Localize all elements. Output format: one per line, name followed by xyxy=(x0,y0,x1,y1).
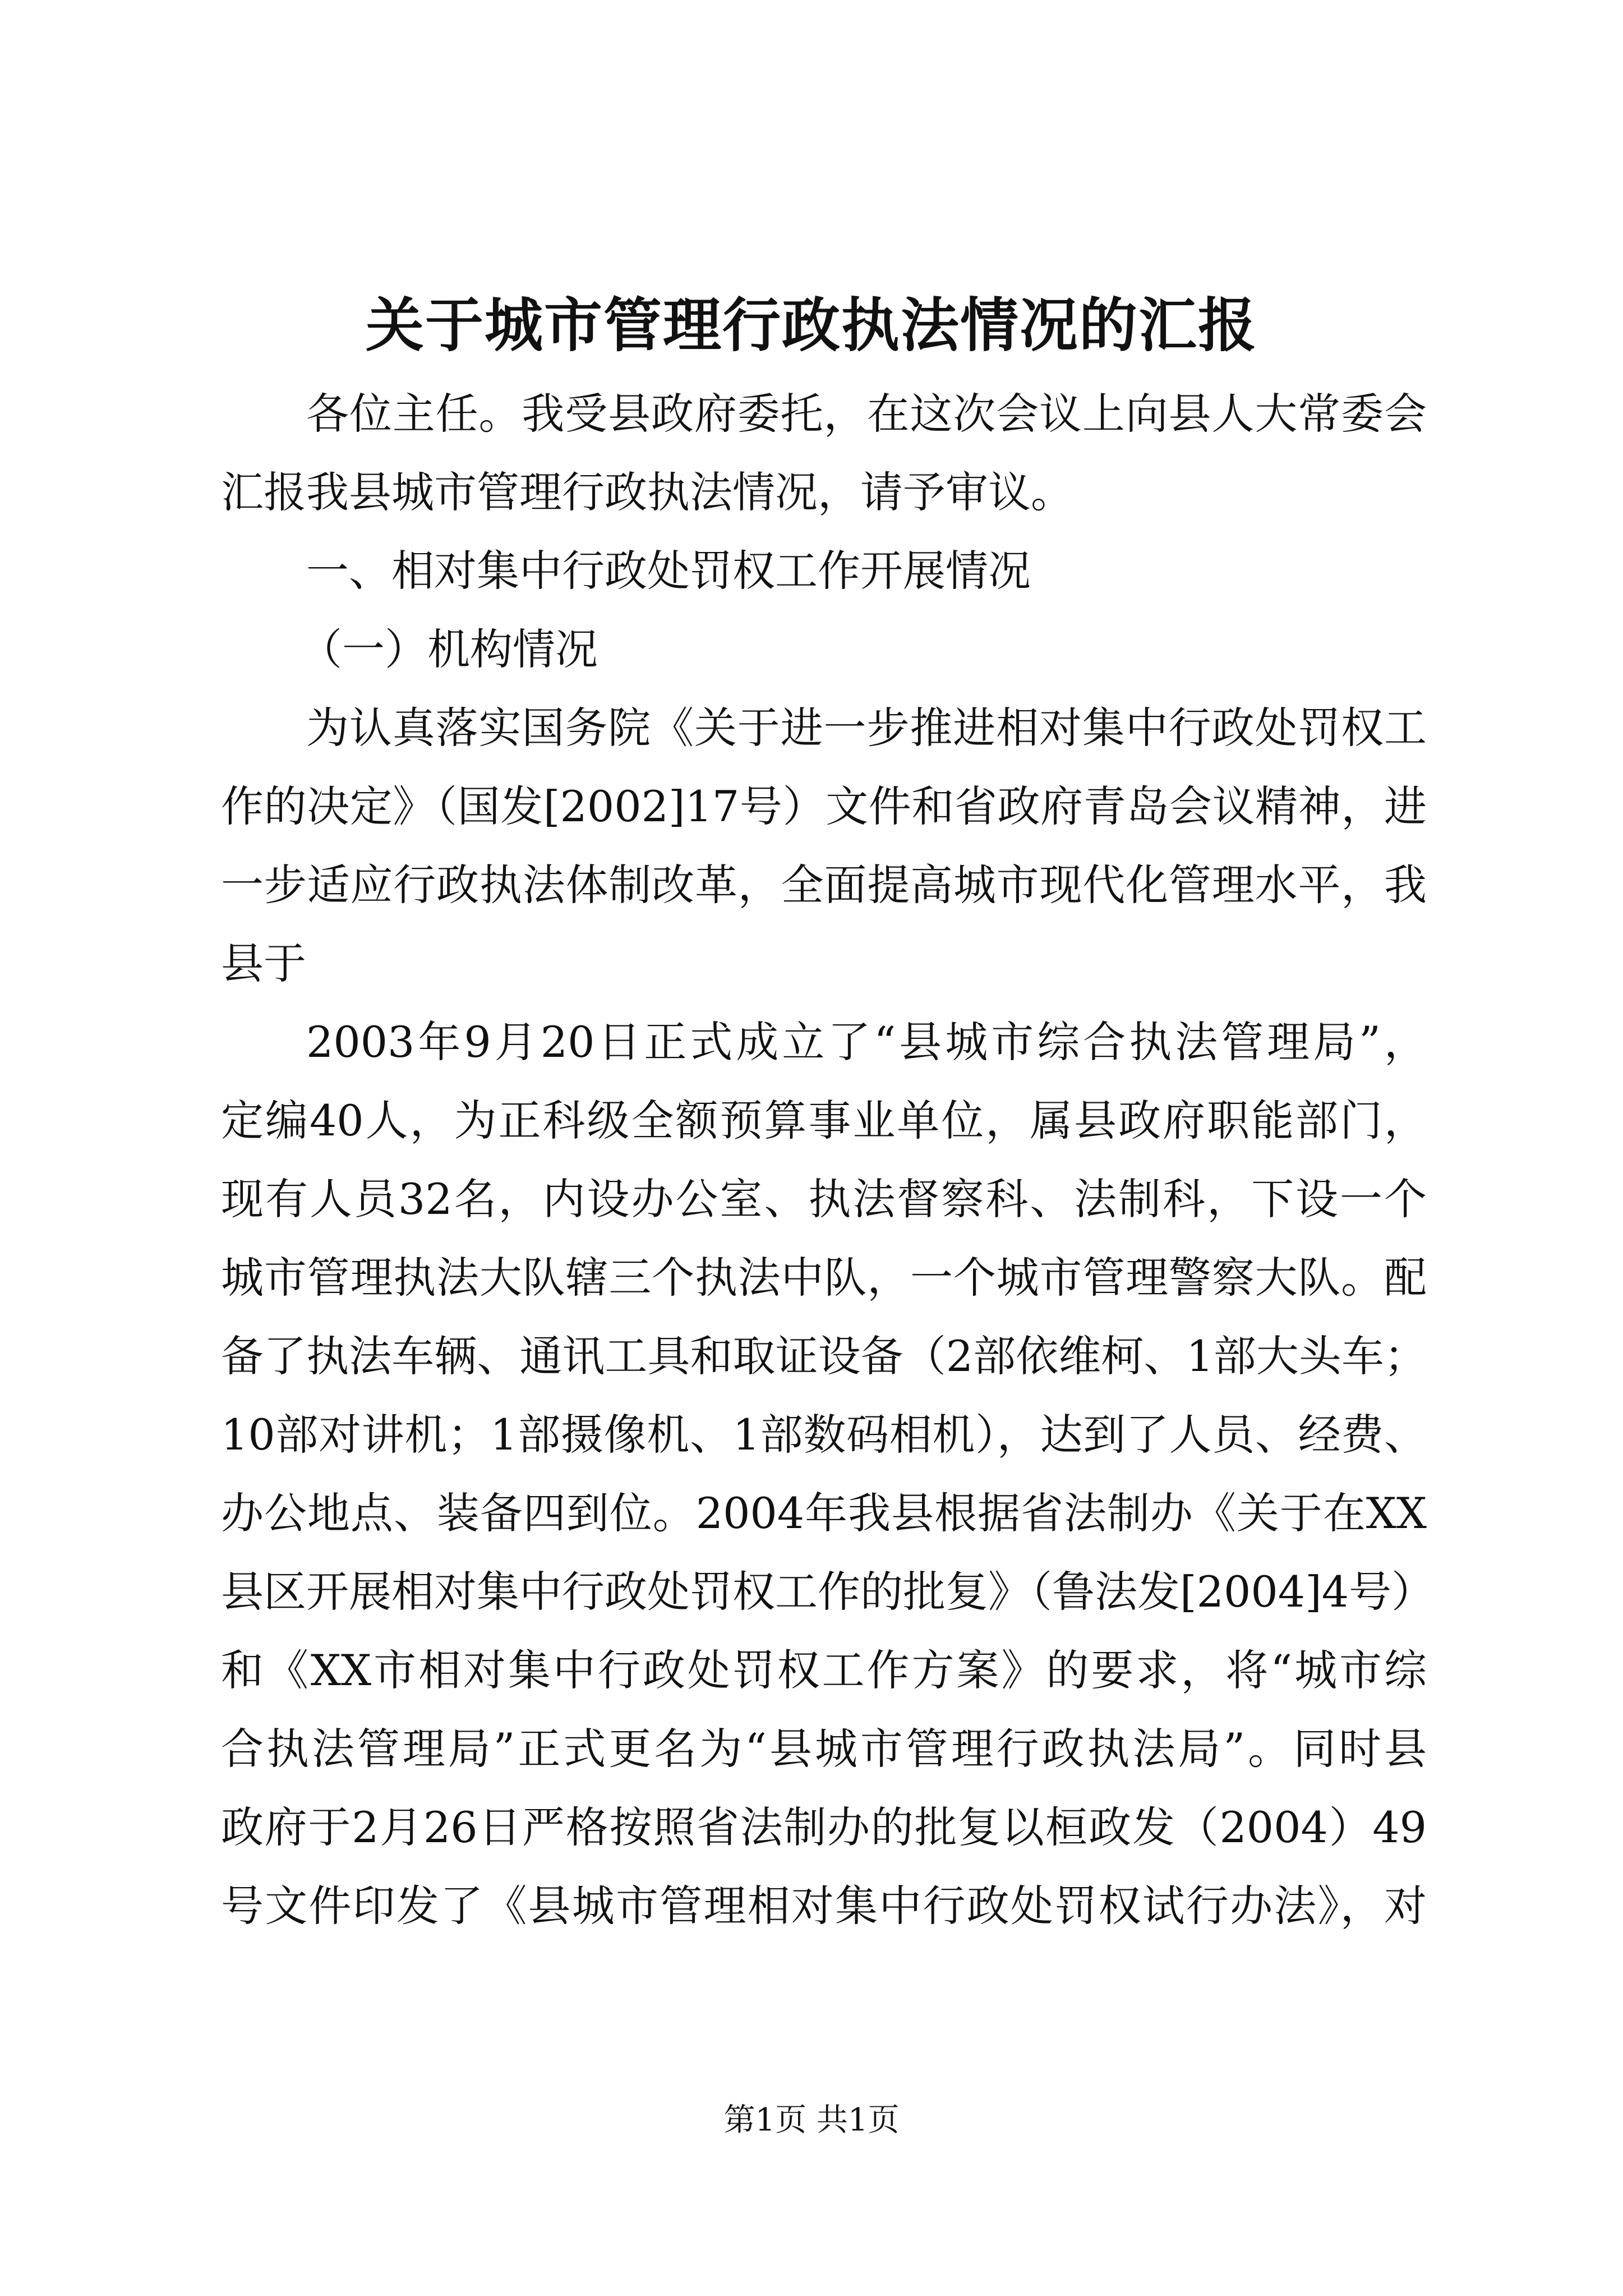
paragraph-line: 县于 xyxy=(221,938,306,988)
paragraph-line: 备了执法车辆、通讯工具和取证设备（2部依维柯、1部大头车； xyxy=(221,1331,1427,1381)
paragraph-line: 10部对讲机；1部摄像机、1部数码相机），达到了人员、经费、 xyxy=(221,1410,1427,1460)
document-title: 关于城市管理行政执法情况的汇报 xyxy=(365,291,1257,360)
paragraph-line: 作的决定》（国发[2002]17号）文件和省政府青岛会议精神，进 xyxy=(221,781,1427,831)
paragraph-line: 合执法管理局”正式更名为“县城市管理行政执法局”。同时县 xyxy=(221,1724,1427,1774)
paragraph-line: 一步适应行政执法体制改革，全面提高城市现代化管理水平，我 xyxy=(221,860,1427,910)
page-footer: 第1页 共1页 xyxy=(723,2102,900,2138)
paragraph-line: 和《XX市相对集中行政处罚权工作方案》的要求，将“城市综 xyxy=(221,1645,1427,1695)
paragraph-line: 汇报我县城市管理行政执法情况，请予审议。 xyxy=(221,467,1073,517)
paragraph-line: 办公地点、装备四到位。2004年我县根据省法制办《关于在XX xyxy=(221,1488,1427,1538)
paragraph-line: 为认真落实国务院《关于进一步推进相对集中行政处罚权工 xyxy=(306,703,1427,753)
paragraph-line: 定编40人，为正科级全额预算事业单位，属县政府职能部门， xyxy=(221,1096,1427,1145)
subsection-heading: （一）机构情况 xyxy=(299,624,598,674)
paragraph-line: 县区开展相对集中行政处罚权工作的批复》（鲁法发[2004]4号） xyxy=(221,1567,1435,1617)
section-heading: 一、相对集中行政处罚权工作开展情况 xyxy=(306,546,1031,596)
paragraph-line: 城市管理执法大队辖三个执法中队，一个城市管理警察大队。配 xyxy=(221,1253,1427,1303)
paragraph-line: 号文件印发了《县城市管理相对集中行政处罚权试行办法》，对 xyxy=(221,1881,1427,1931)
document-body xyxy=(221,375,1435,1945)
paragraph-line: 现有人员32名，内设办公室、执法督察科、法制科，下设一个 xyxy=(221,1174,1427,1224)
paragraph-line: 2003年9月20日正式成立了“县城市综合执法管理局”， xyxy=(306,1017,1427,1067)
paragraph-line: 各位主任。我受县政府委托，在这次会议上向县人大常委会 xyxy=(306,389,1427,439)
paragraph-line: 政府于2月26日严格按照省法制办的批复以桓政发（2004）49 xyxy=(221,1802,1427,1852)
